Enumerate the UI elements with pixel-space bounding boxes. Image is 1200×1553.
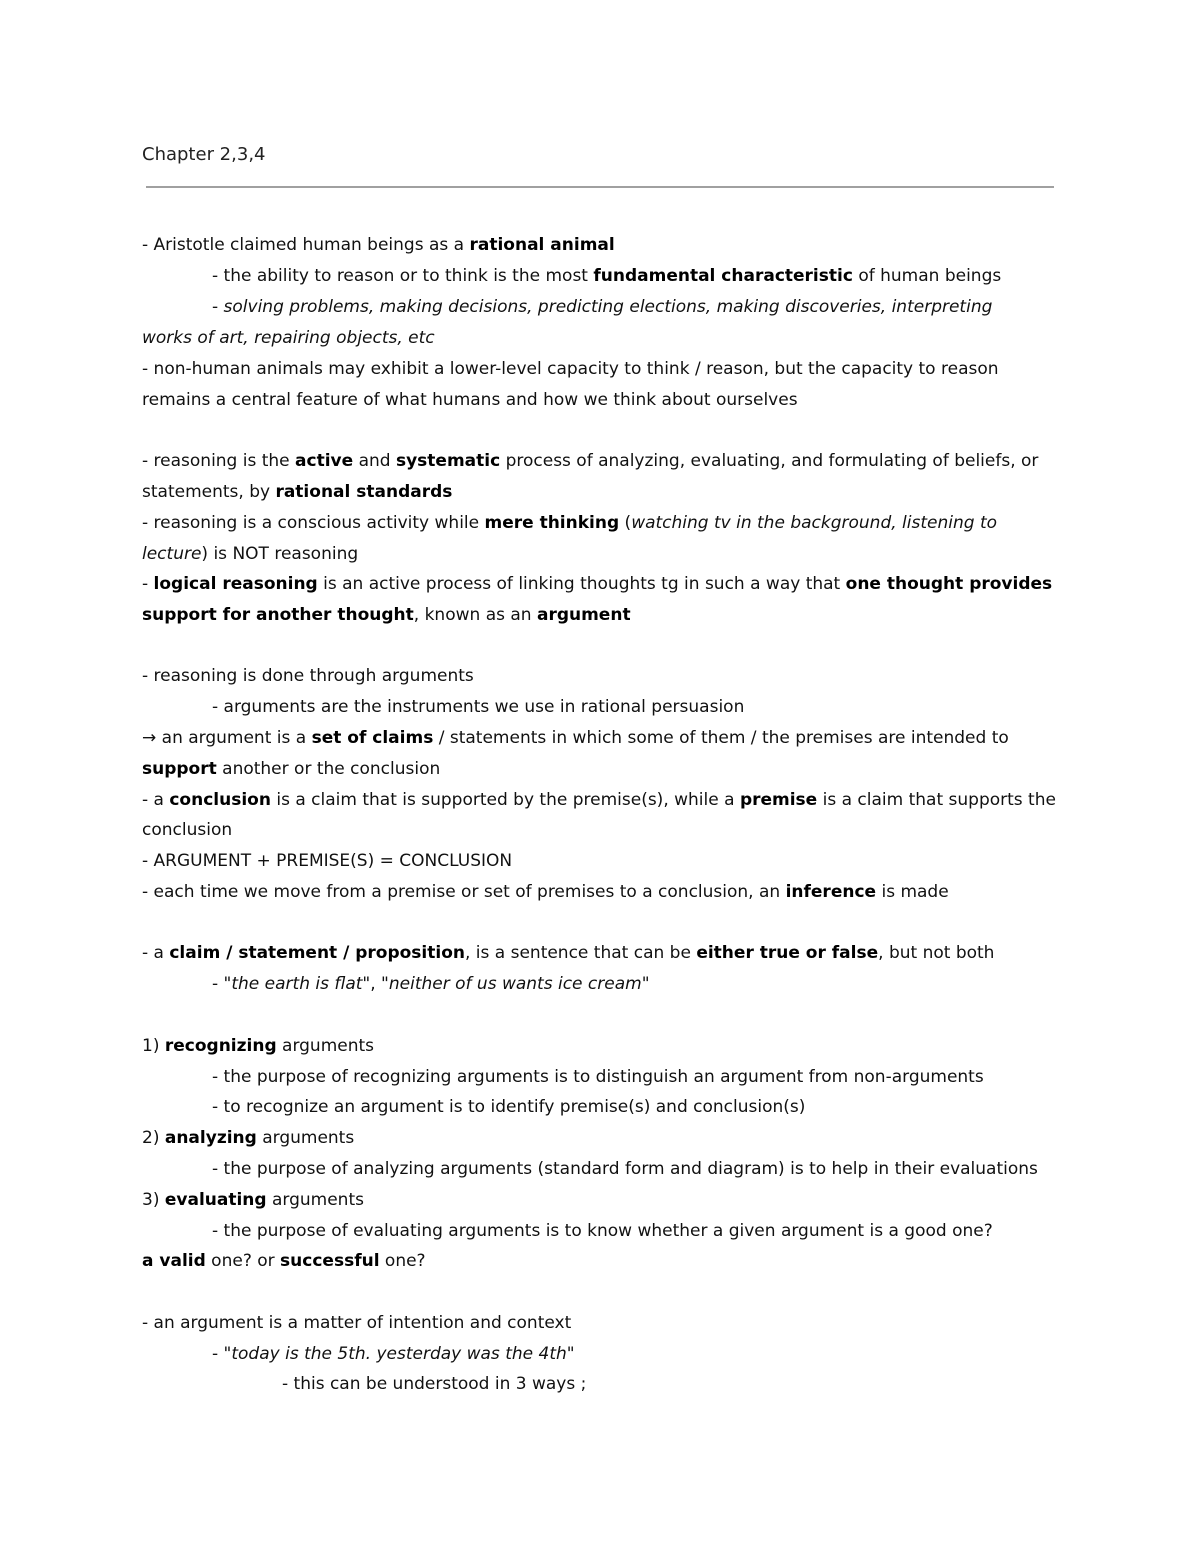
italic-text: lecture [142,544,202,564]
text-run: arguments [266,1190,364,1210]
bold-text: claim / statement / proposition [169,943,465,963]
bold-text: conclusion [169,790,271,810]
text-line [142,539,358,569]
text-run: another or the conclusion [216,759,441,779]
bold-text: support [142,759,217,779]
text-run: / statements in which some of them / the premises are intended to [433,728,1009,748]
text-line [142,354,999,384]
text-line [142,1185,364,1215]
italic-text: the earth is flat [231,974,363,994]
text-run: , is a sentence that can be [464,943,697,963]
text-line [142,385,798,415]
text-line [142,661,474,691]
text-run: process of analyzing, evaluating, and formulating of beliefs, or [500,451,1039,471]
bold-text: fundamental characteristic [593,266,853,286]
text-line [142,1308,571,1338]
text-run: - ARGUMENT + PREMISE(S) = CONCLUSION [142,851,513,871]
text-line [212,1216,993,1246]
text-run: - a [142,790,170,810]
text-line [142,1031,374,1061]
text-run: - reasoning is done through arguments [142,666,474,686]
text-run: - non-human animals may exhibit a lower-level capacity to think / reason, but the capacity to reason [142,359,999,379]
text-line [212,1062,984,1092]
italic-text: today is the 5th. yesterday was the 4th [231,1344,567,1364]
text-run: conclusion [142,820,233,840]
bold-text: rational animal [469,235,615,255]
text-run: - [142,574,154,594]
text-run: ( [619,513,632,533]
text-run: " [641,974,650,994]
text-line [142,846,512,876]
text-run: 2) [142,1128,165,1148]
text-run: is a claim that is supported by the premise(s), while a [270,790,740,810]
text-line [142,569,1052,599]
text-line [142,754,440,784]
text-run: one? [379,1251,426,1271]
text-run: one? or [205,1251,281,1271]
text-run: - the purpose of evaluating arguments is to know whether a given argument is a good one? [212,1221,993,1241]
bold-text: recognizing [164,1036,277,1056]
text-run: is made [876,882,949,902]
text-line [142,477,452,507]
text-run: - the purpose of recognizing arguments is to distinguish an argument from non-arguments [212,1067,984,1087]
text-run: arguments [276,1036,375,1056]
text-run: remains a central feature of what humans and how we think about ourselves [142,390,798,410]
text-run: - Aristotle claimed human beings as a [142,235,470,255]
text-run: - reasoning is a conscious activity while [142,513,485,533]
text-run: → an argument is a [142,728,312,748]
text-run: - an argument is a matter of intention and context [142,1313,572,1333]
text-line [142,508,997,538]
text-line [212,1154,1038,1184]
text-run: - a [142,943,170,963]
bold-text: successful [280,1251,380,1271]
text-run: ", " [362,974,389,994]
text-run: , but not both [878,943,995,963]
bold-text: mere thinking [484,513,620,533]
text-line [142,446,1038,476]
text-run: - " [212,974,232,994]
text-run: - this can be understood in 3 ways ; [282,1374,587,1394]
bold-text: support for another thought [142,605,414,625]
text-line [142,1123,354,1153]
text-line [212,292,992,322]
page-title: Chapter 2,3,4 [142,144,266,165]
text-run: is an active process of linking thoughts tg in such a way that [317,574,846,594]
text-line [142,785,1056,815]
text-line [142,723,1009,753]
text-run: - reasoning is the [142,451,296,471]
bold-text: inference [785,882,877,902]
text-run: and [353,451,396,471]
text-run: - each time we move from a premise or set of premises to a conclusion, an [142,882,786,902]
bold-text: one thought provides [845,574,1053,594]
italic-text: watching tv in the background, listening to [631,513,998,533]
text-line [212,1092,805,1122]
bold-text: a valid [142,1251,206,1271]
text-run: - the ability to reason or to think is the most [212,266,594,286]
text-run: of human beings [852,266,1002,286]
bold-text: analyzing [164,1128,257,1148]
text-line [212,692,744,722]
text-line [142,230,615,260]
text-line [142,600,631,630]
text-line [212,261,1001,291]
text-run: 1) [142,1036,165,1056]
bold-text: premise [739,790,818,810]
text-run: statements, by [142,482,276,502]
text-run: , known as an [413,605,537,625]
text-line [142,323,435,353]
bold-text: rational standards [275,482,453,502]
text-run: - the purpose of analyzing arguments (standard form and diagram) is to help in their evaluations [212,1159,1038,1179]
italic-text: neither of us wants ice cream [388,974,642,994]
bold-text: argument [536,605,631,625]
text-line [212,1339,575,1369]
italic-text: solving problems, making decisions, predicting elections, making discoveries, interpreting [223,297,993,317]
title-divider [146,186,1054,188]
text-run: " [566,1344,575,1364]
bold-text: either true or false [696,943,879,963]
text-run: - [212,297,224,317]
text-line [212,969,650,999]
text-run: - " [212,1344,232,1364]
text-run: - to recognize an argument is to identify premise(s) and conclusion(s) [212,1097,806,1117]
text-line [142,1246,426,1276]
bold-text: evaluating [164,1190,267,1210]
text-run: ) is NOT reasoning [201,544,359,564]
text-line [282,1369,586,1399]
bold-text: systematic [395,451,501,471]
text-line [142,815,232,845]
text-run: - arguments are the instruments we use in rational persuasion [212,697,745,717]
bold-text: active [295,451,354,471]
text-run: arguments [256,1128,355,1148]
text-line [142,938,994,968]
bold-text: logical reasoning [153,574,318,594]
bold-text: set of claims [311,728,434,748]
italic-text: works of art, repairing objects, etc [142,328,435,348]
text-run: is a claim that supports the [817,790,1056,810]
text-line [142,877,949,907]
text-run: 3) [142,1190,165,1210]
